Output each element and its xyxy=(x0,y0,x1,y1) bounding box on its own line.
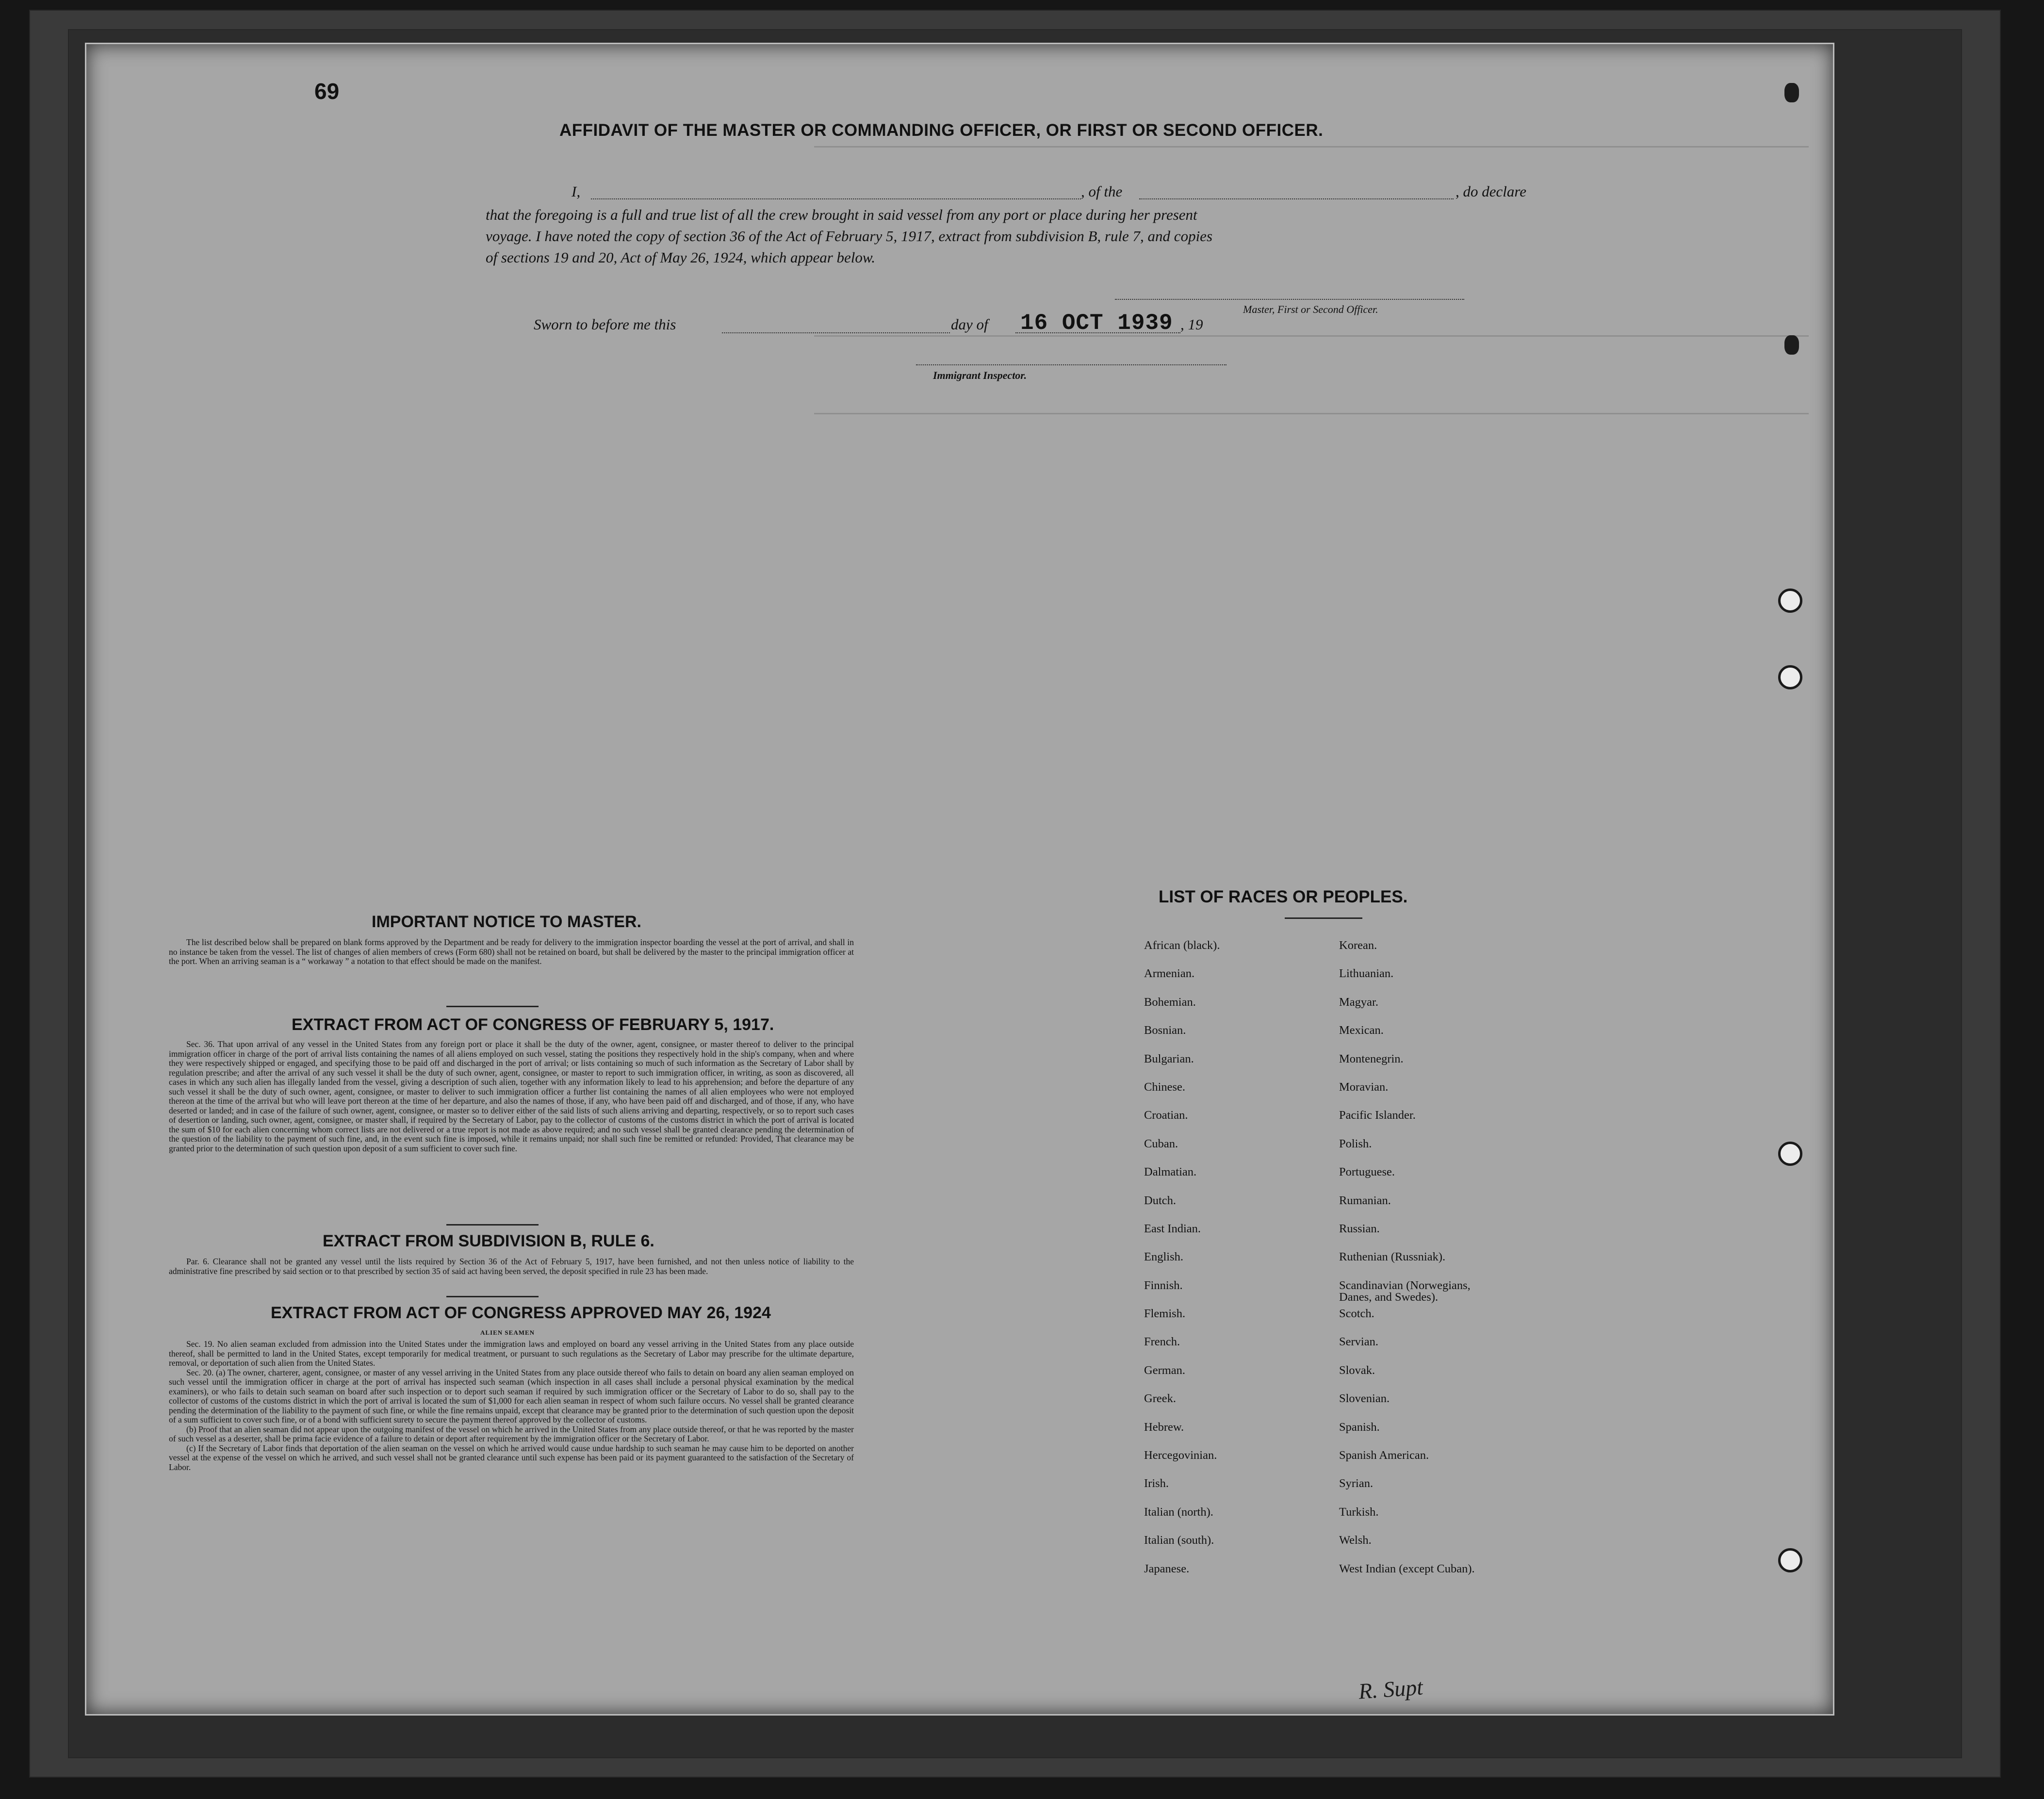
races-title-rule xyxy=(1285,917,1362,919)
race-item: Irish. xyxy=(1144,1477,1169,1490)
race-item: Hebrew. xyxy=(1144,1420,1184,1434)
race-item: Polish. xyxy=(1339,1137,1372,1150)
race-item: Scotch. xyxy=(1339,1307,1374,1321)
race-item: German. xyxy=(1144,1363,1186,1377)
race-item: Ruthenian (Russniak). xyxy=(1339,1250,1446,1264)
binder-rivet xyxy=(1784,83,1799,102)
race-item: Chinese. xyxy=(1144,1080,1186,1094)
year-suffix: , 19 xyxy=(1180,316,1203,333)
race-item: Scandinavian (Norwegians, Danes, and Swedes). xyxy=(1339,1278,1471,1304)
races-left-column xyxy=(1144,940,1220,1591)
vessel-name-blank xyxy=(1139,198,1454,199)
master-signature-blank xyxy=(1115,299,1464,300)
race-item: Armenian. xyxy=(1144,967,1195,981)
act-1924-paragraph-1: Sec. 19. No alien seaman excluded from admission into the United States under the immigration laws and employed on board any vessel arriving in the United States from any place outside thereof, shall be permitted to land in the United States, except temporarily for medical treatment, or pursuant to such regulations as the Secretary of Labor may prescribe for the ultimate departure, removal, or deportation of such alien from the United States. xyxy=(169,1339,854,1368)
master-signature-label: Master, First or Second Officer. xyxy=(1243,303,1378,315)
race-item: Bohemian. xyxy=(1144,995,1196,1009)
ghost-rule xyxy=(814,146,1809,147)
race-item: East Indian. xyxy=(1144,1222,1201,1235)
race-item: Italian (north). xyxy=(1144,1505,1213,1519)
binder-hole xyxy=(1778,665,1802,689)
race-item: French. xyxy=(1144,1335,1180,1349)
binder-hole xyxy=(1778,1142,1802,1166)
race-item: Finnish. xyxy=(1144,1278,1183,1292)
manifest-page xyxy=(85,43,1834,1716)
section-divider xyxy=(446,1296,539,1297)
race-item: Dalmatian. xyxy=(1144,1165,1197,1179)
race-item: Portuguese. xyxy=(1339,1165,1395,1179)
race-item: Magyar. xyxy=(1339,995,1378,1009)
ghost-rule xyxy=(814,413,1809,414)
race-item: Servian. xyxy=(1339,1335,1378,1349)
bottom-handwriting: R. Supt xyxy=(1357,1674,1424,1704)
race-item: Flemish. xyxy=(1144,1307,1186,1321)
affidavit-i-label: I, xyxy=(572,183,581,200)
section-divider xyxy=(446,1006,539,1007)
act-1917-text xyxy=(169,1040,854,1153)
day-of-label: day of xyxy=(951,316,988,333)
binder-rivet xyxy=(1784,335,1799,355)
affidavit-line-4: of sections 19 and 20, Act of May 26, 1924, which appear below. xyxy=(486,249,876,266)
race-item: Spanish. xyxy=(1339,1420,1380,1434)
act-1924-paragraph-2: Sec. 20. (a) The owner, charterer, agent, consignee, or master of any vessel arriving in the United States from any place outside thereof who fails to detain on board any alien seaman employed on such vessel until the immigration officer in charge at the port of arrival has inspected such seaman (which inspection in all cases shall include a personal physical examination by the medical examiners), or who fails to detain such seaman on board after such inspection or to deport such seaman if required by such immigration officer or the Secretary of Labor to do so, shall pay to the collector of customs of the customs district in which the port of arrival is located the sum of $1,000 for each alien seaman in respect of whom such failure occurs. No vessel shall be granted clearance pending the determination of the liability to the payment of such fine, or while the fine remains unpaid, except that clearance may be granted prior to the determination of such question upon the deposit of a sum sufficient to cover such fine, or of a bond with sufficient surety to secure the payment thereof approved by the collector of customs. xyxy=(169,1367,854,1424)
rule-6-paragraph: Par. 6. Clearance shall not be granted any vessel until the lists required by Section 36 of the Act of February 5, 1917, have been furnished, and not then unless notice of liability to the administrative fine prescribed by said section or to that prescribed by section 35 of said act having been served, the deposit specified in rule 23 has been made. xyxy=(169,1257,854,1276)
races-title: LIST OF RACES OR PEOPLES. xyxy=(1159,887,1408,906)
ghost-rule xyxy=(814,335,1809,337)
notice-text xyxy=(169,938,854,966)
affidavit-line-2: that the foregoing is a full and true list of all the crew brought in said vessel from any port or place during her present xyxy=(486,206,1197,223)
section-divider xyxy=(446,1224,539,1226)
inspector-signature-blank xyxy=(916,364,1226,365)
binder-hole xyxy=(1778,1548,1802,1572)
rule-6-text xyxy=(169,1257,854,1276)
act-1917-paragraph: Sec. 36. That upon arrival of any vessel in the United States from any foreign port or place it shall be the duty of the owner, agent, consignee, or master thereof to deliver to the principal immigration officer in charge of the port of arrival lists containing the names of all aliens employed on such vessel, stating the positions they respectively hold in the ship's company, when and where they were respectively shipped or engaged, and specifying those to be paid off and discharged in the port of arrival; or lists containing so much of such information as the Secretary of Labor shall by regulation prescribe; and after the arrival of any such vessel it shall be the duty of such owner, agent, consignee, or master to report to such immigration officer, in writing, as soon as discovered, all cases in which any such alien has illegally landed from the vessel, giving a description of such alien, together with any information likely to lead to his apprehension; and before the departure of any such vessel it shall be the duty of such owner, agent, consignee, or master to deliver to such immigration officer a further list containing the names of all alien employees who were not employed thereon at the time of the arrival but who will leave port thereon at the time of her departure, and also the names of those, if any, who have been paid off and discharged, and of those, if any, who have deserted or landed; and in case of the failure of such owner, agent, consignee, or master so to deliver either of the said lists of such aliens arriving and departing, respectively, or so to report such cases of desertion or landing, such owner, agent, consignee, or master shall, if required by the Secretary of Labor, pay to the collector of customs of the customs district in which the port of arrival is located the sum of $10 for each alien concerning whom correct lists are not delivered or a true report is not made as above required; and no such vessel shall be granted clearance pending the determination of the question of the liability to the payment of such fine, and, in the event such fine is imposed, while it remains unpaid; nor shall such fine be remitted or refunded: Provided, That clearance may be granted prior to the determination of such question upon deposit of a sum sufficient to cover such fine. xyxy=(169,1039,854,1153)
race-item: Welsh. xyxy=(1339,1534,1372,1547)
master-name-blank xyxy=(591,198,1081,199)
race-item: Hercegovinian. xyxy=(1144,1449,1217,1462)
race-item: Cuban. xyxy=(1144,1137,1178,1150)
act-1924-heading: EXTRACT FROM ACT OF CONGRESS APPROVED MAY 26, 1924 xyxy=(271,1304,771,1322)
date-stamp: 16 OCT 1939 xyxy=(1020,311,1173,336)
race-item: Bulgarian. xyxy=(1144,1052,1194,1065)
races-right-column xyxy=(1339,940,1504,1591)
race-item: Slovak. xyxy=(1339,1363,1375,1377)
race-item: Greek. xyxy=(1144,1392,1176,1406)
race-item: Croatian. xyxy=(1144,1109,1188,1122)
alien-seamen-subheading: ALIEN SEAMEN xyxy=(480,1329,535,1336)
race-item: Dutch. xyxy=(1144,1194,1176,1207)
act-1924-paragraph-4: (c) If the Secretary of Labor finds that deportation of the alien seaman on the vessel on which he arrived would cause undue hardship to such seaman he may cause him to be deported on another vessel at the expense of the vessel on which he arrived, and such vessel shall not be granted clearance until such expense has been paid or its payment guaranteed to the satisfaction of the Secretary of Labor. xyxy=(169,1443,854,1472)
race-item: Mexican. xyxy=(1339,1024,1384,1037)
race-item: English. xyxy=(1144,1250,1183,1264)
race-item: Italian (south). xyxy=(1144,1534,1214,1547)
race-item: Bosnian. xyxy=(1144,1024,1186,1037)
race-item: Syrian. xyxy=(1339,1477,1374,1490)
binder-hole xyxy=(1778,589,1802,613)
affidavit-line-3: voyage. I have noted the copy of section 36 of the Act of February 5, 1917, extract from subdivision B, rule 7, and copies xyxy=(486,228,1213,245)
race-item: Slovenian. xyxy=(1339,1392,1390,1406)
affidavit-title: AFFIDAVIT OF THE MASTER OR COMMANDING OFFICER, OR FIRST OR SECOND OFFICER. xyxy=(559,121,1324,140)
race-item: West Indian (except Cuban). xyxy=(1339,1562,1475,1575)
race-item: Lithuanian. xyxy=(1339,967,1394,981)
act-1924-paragraph-3: (b) Proof that an alien seaman did not appear upon the outgoing manifest of the vessel on which he arrived in the United States from any place outside thereof, or that he was reported by the master of such vessel as a deserter, shall be prima facie evidence of a failure to detain or deport after requirement by the immigration officer or the Secretary of Labor. xyxy=(169,1424,854,1443)
race-item: African (black). xyxy=(1144,939,1220,952)
race-item: Montenegrin. xyxy=(1339,1052,1404,1065)
race-item: Rumanian. xyxy=(1339,1194,1391,1207)
sworn-day-blank xyxy=(722,332,950,333)
stray-page-number: 69 xyxy=(314,79,340,104)
race-item: Moravian. xyxy=(1339,1080,1389,1094)
race-item: Turkish. xyxy=(1339,1505,1379,1519)
notice-paragraph: The list described below shall be prepared on blank forms approved by the Department and be ready for delivery to the immigration inspector boarding the vessel at the port of arrival, and shall in no instance be taken from the vessel. The list of changes of alien members of crews (Form 680) shall not be retained on board, but shall be delivered by the master to the principal immigration officer at the port. When an arriving seaman is a “ workaway ” a notation to that effect should be made on the manifest. xyxy=(169,937,854,966)
act-1917-heading: EXTRACT FROM ACT OF CONGRESS OF FEBRUARY 5, 1917. xyxy=(292,1015,774,1034)
race-item: Spanish American. xyxy=(1339,1449,1429,1462)
affidavit-declare-label: , do declare xyxy=(1455,183,1527,200)
race-item: Korean. xyxy=(1339,939,1377,952)
act-1924-text xyxy=(169,1340,854,1472)
race-item: Pacific Islander. xyxy=(1339,1109,1416,1122)
notice-heading: IMPORTANT NOTICE TO MASTER. xyxy=(372,913,641,931)
rule-6-heading: EXTRACT FROM SUBDIVISION B, RULE 6. xyxy=(323,1232,654,1250)
affidavit-of-the-label: , of the xyxy=(1081,183,1123,200)
race-item: Japanese. xyxy=(1144,1562,1190,1575)
inspector-label: Immigrant Inspector. xyxy=(933,369,1027,381)
sworn-text: Sworn to before me this xyxy=(534,316,676,333)
sworn-month-blank xyxy=(1015,332,1180,333)
race-item: Russian. xyxy=(1339,1222,1380,1235)
